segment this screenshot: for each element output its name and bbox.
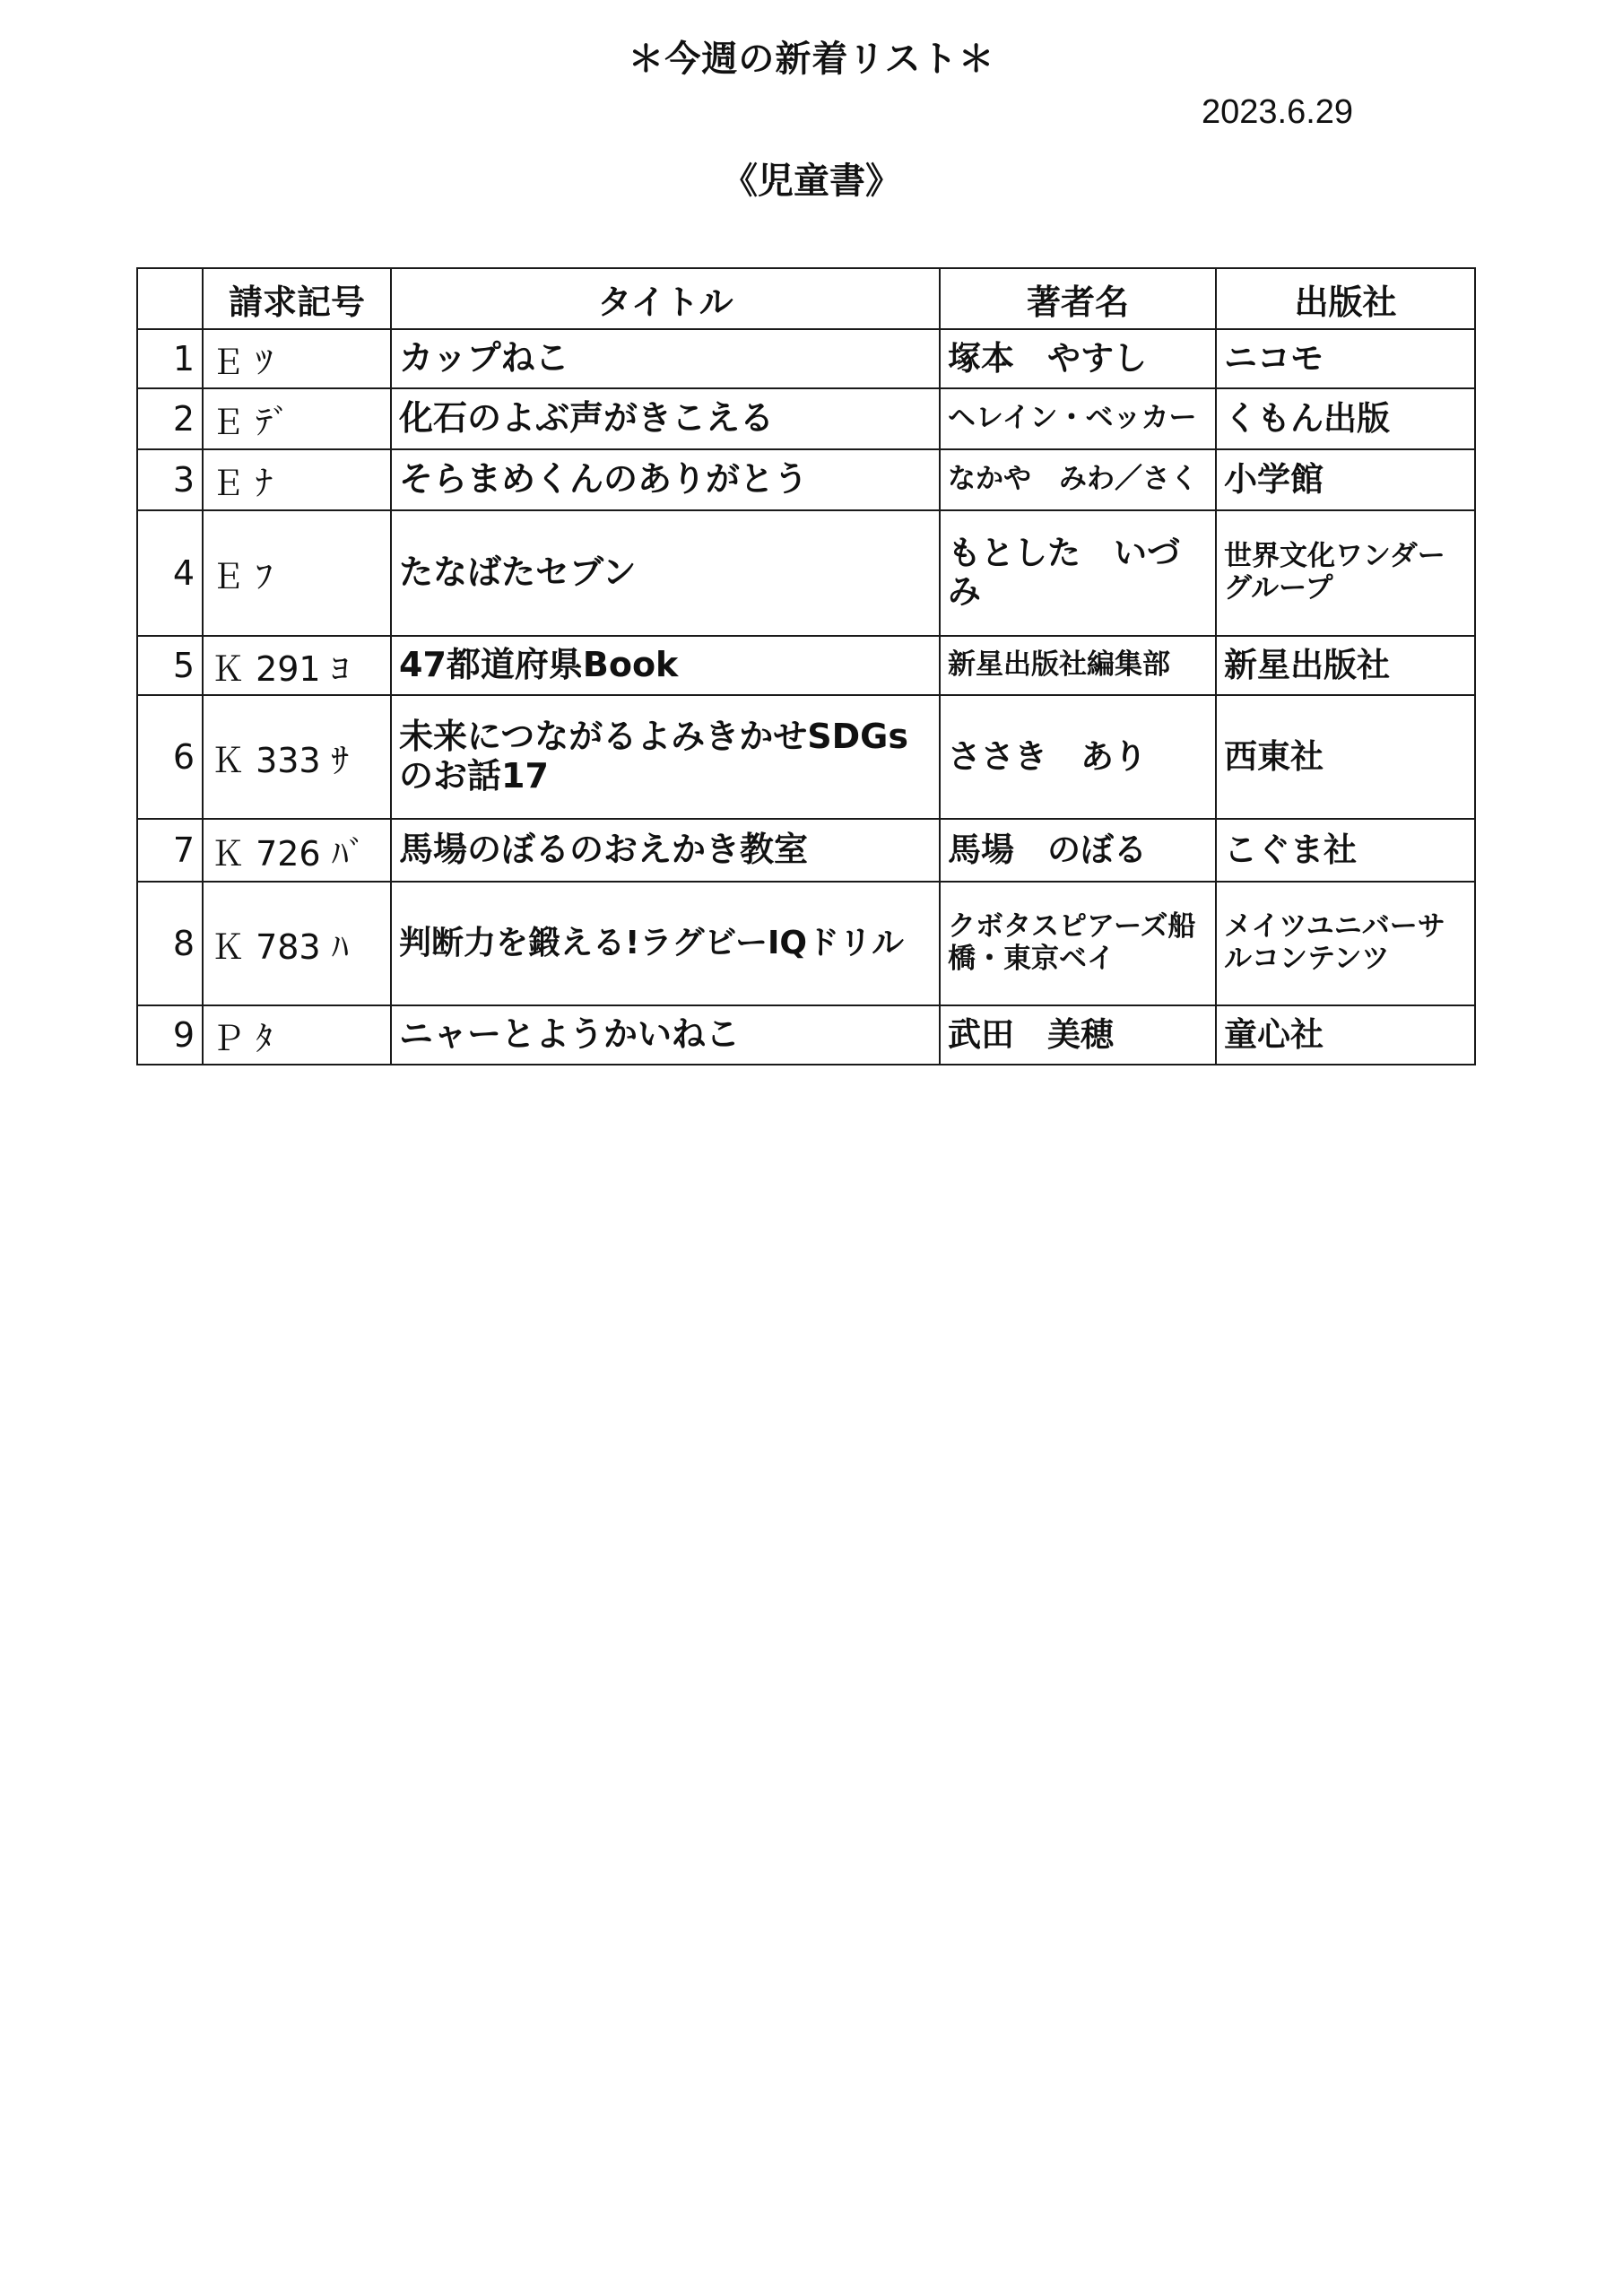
table-header-row xyxy=(137,268,1475,329)
call-number: Ｅ ﾃﾞ xyxy=(203,388,391,449)
call-number: Ｐ ﾀ xyxy=(203,1005,391,1065)
call-number: Ｅ ﾂ xyxy=(203,329,391,388)
book-author: なかや みわ／さく xyxy=(940,449,1216,510)
book-title: 47都道府県Book xyxy=(391,636,940,695)
row-number: 8 xyxy=(137,882,203,1005)
call-number: Ｋ 333 ｻ xyxy=(203,695,391,819)
book-title: たなばたセブン xyxy=(391,510,940,636)
row-number: 7 xyxy=(137,819,203,882)
call-number: Ｋ 783 ﾊ xyxy=(203,882,391,1005)
book-publisher: 世界文化ワンダーグループ xyxy=(1216,510,1475,636)
row-number: 3 xyxy=(137,449,203,510)
book-publisher: こぐま社 xyxy=(1216,819,1475,882)
book-title: ニャーとようかいねこ xyxy=(391,1005,940,1065)
table-row xyxy=(137,695,1475,819)
row-number: 6 xyxy=(137,695,203,819)
book-title: 未来につながるよみきかせSDGsのお話17 xyxy=(391,695,940,819)
table-row xyxy=(137,510,1475,636)
book-author: もとした いづみ xyxy=(940,510,1216,636)
book-publisher: 小学館 xyxy=(1216,449,1475,510)
page-title: ＊今週の新着リスト＊ xyxy=(628,39,995,80)
book-title: カップねこ xyxy=(391,329,940,388)
table-row xyxy=(137,329,1475,388)
new-books-table xyxy=(136,267,1476,1065)
book-author: 塚本 やすし xyxy=(940,329,1216,388)
call-number: Ｅ ﾌ xyxy=(203,510,391,636)
list-date: 2023.6.29 xyxy=(1202,93,1354,131)
row-number: 2 xyxy=(137,388,203,449)
call-number: Ｅ ﾅ xyxy=(203,449,391,510)
header-publisher: 出版社 xyxy=(1216,268,1475,329)
call-number: Ｋ 291 ﾖ xyxy=(203,636,391,695)
book-publisher: 新星出版社 xyxy=(1216,636,1475,695)
table-row xyxy=(137,636,1475,695)
book-author: 馬場 のぼる xyxy=(940,819,1216,882)
table-row xyxy=(137,882,1475,1005)
book-publisher: ニコモ xyxy=(1216,329,1475,388)
table-row xyxy=(137,819,1475,882)
row-number: 1 xyxy=(137,329,203,388)
header-number xyxy=(137,268,203,329)
book-author: 新星出版社編集部 xyxy=(940,636,1216,695)
book-publisher: 童心社 xyxy=(1216,1005,1475,1065)
call-number: Ｋ 726 ﾊﾞ xyxy=(203,819,391,882)
book-publisher: 西東社 xyxy=(1216,695,1475,819)
book-author: ヘレイン・ベッカー xyxy=(940,388,1216,449)
book-title: 化石のよぶ声がきこえる xyxy=(391,388,940,449)
category-heading: 《児童書》 xyxy=(722,161,901,202)
row-number: 5 xyxy=(137,636,203,695)
book-author: ささき あり xyxy=(940,695,1216,819)
book-publisher: くもん出版 xyxy=(1216,388,1475,449)
book-author: 武田 美穂 xyxy=(940,1005,1216,1065)
book-title: 判断力を鍛える!ラグビーIQドリル xyxy=(391,882,940,1005)
table-row xyxy=(137,1005,1475,1065)
book-title: 馬場のぼるのおえかき教室 xyxy=(391,819,940,882)
book-publisher: メイツユニバーサルコンテンツ xyxy=(1216,882,1475,1005)
table-row xyxy=(137,388,1475,449)
header-author: 著者名 xyxy=(940,268,1216,329)
header-title: タイトル xyxy=(391,268,940,329)
book-author: クボタスピアーズ船橋・東京ベイ xyxy=(940,882,1216,1005)
table-row xyxy=(137,449,1475,510)
book-title: そらまめくんのありがとう xyxy=(391,449,940,510)
row-number: 9 xyxy=(137,1005,203,1065)
header-call-number: 請求記号 xyxy=(203,268,391,329)
row-number: 4 xyxy=(137,510,203,636)
